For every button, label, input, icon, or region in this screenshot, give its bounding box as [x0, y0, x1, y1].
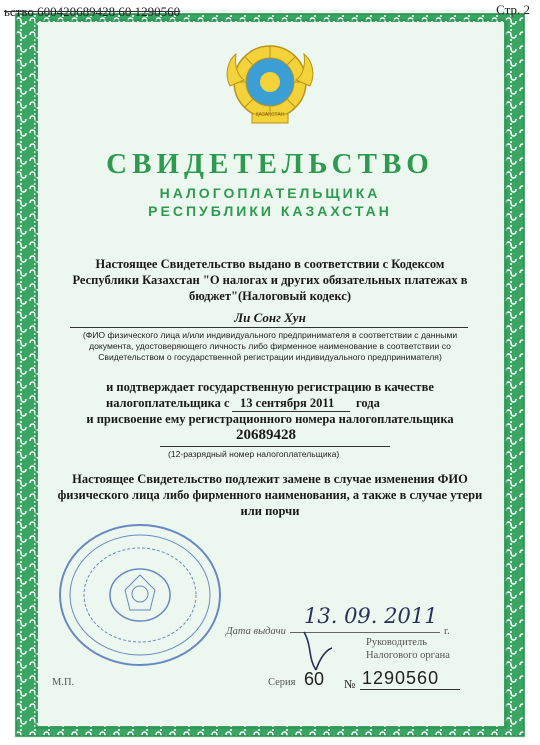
head-title-line-1: Руководитель	[366, 637, 427, 648]
intro-line-1: Настоящее Свидетельство выдано в соответствии с Кодексом	[95, 257, 445, 271]
certificate-number: 1290560	[362, 668, 440, 688]
page-label: Стр. 2	[496, 2, 530, 17]
seal-place-label: М.П.	[52, 677, 75, 688]
registration-line-2-prefix: налогоплательщика с	[106, 396, 230, 410]
holder-caption-1: (ФИО физического лица и/или индивидуального предпринимателя в соответствии с данными	[82, 330, 458, 340]
signature-icon	[298, 628, 338, 673]
replacement-line-3: или порчи	[240, 504, 300, 518]
holder-caption-2: документа, удостоверяющего личность либо фирменное наименование в соответствии со	[89, 341, 451, 351]
registration-line-3: и присвоение ему регистрационного номера налогоплательщика	[86, 412, 454, 426]
number-label: №	[344, 677, 356, 691]
taxpayer-number: 20689428	[236, 427, 296, 443]
official-stamp-icon	[55, 520, 225, 670]
registration-date: 13 сентября 2011	[240, 396, 335, 410]
holder-name-line	[70, 327, 468, 328]
issue-date-label: Дата выдачи	[226, 626, 286, 637]
series-label: Серия	[268, 677, 296, 688]
head-title-line-2: Налогового органа	[366, 650, 450, 661]
certificate-title: СВИДЕТЕЛЬСТВО	[106, 148, 434, 180]
taxpayer-number-caption: (12-разрядный номер налогоплательщика)	[168, 449, 340, 459]
certificate-subtitle-2: РЕСПУБЛИКИ КАЗАХСТАН	[148, 203, 392, 219]
registration-line-1: и подтверждает государственную регистрацию в качестве	[106, 380, 434, 394]
holder-name: Ли Сонг Хун	[234, 310, 306, 325]
emblem-caption: ҚАЗАҚСТАН	[255, 112, 285, 118]
header-reference-text: ьство 600420689428 60 1290560	[4, 4, 181, 19]
certificate-subtitle-1: НАЛОГОПЛАТЕЛЬЩИКА	[159, 185, 381, 201]
issue-date-year-suffix: г.	[444, 626, 450, 637]
intro-line-2: Республики Казахстан "О налогах и других обязательных платежах в	[72, 273, 468, 287]
registration-line-2-suffix: года	[356, 396, 380, 410]
replacement-line-1: Настоящее Свидетельство подлежит замене в случае изменения ФИО	[72, 472, 468, 486]
intro-line-3: бюджет"(Налоговый кодекс)	[189, 289, 351, 303]
taxpayer-number-line	[160, 446, 390, 447]
certificate-number-line	[360, 689, 460, 690]
series-value: 60	[304, 669, 325, 689]
replacement-line-2: физического лица либо фирменного наименования, а также в случае утери	[57, 488, 483, 502]
holder-caption-3: Свидетельством о государственной регистрации индивидуального предпринимателя)	[98, 352, 442, 362]
issue-date-handwritten: 13. 09. 2011	[304, 604, 438, 628]
